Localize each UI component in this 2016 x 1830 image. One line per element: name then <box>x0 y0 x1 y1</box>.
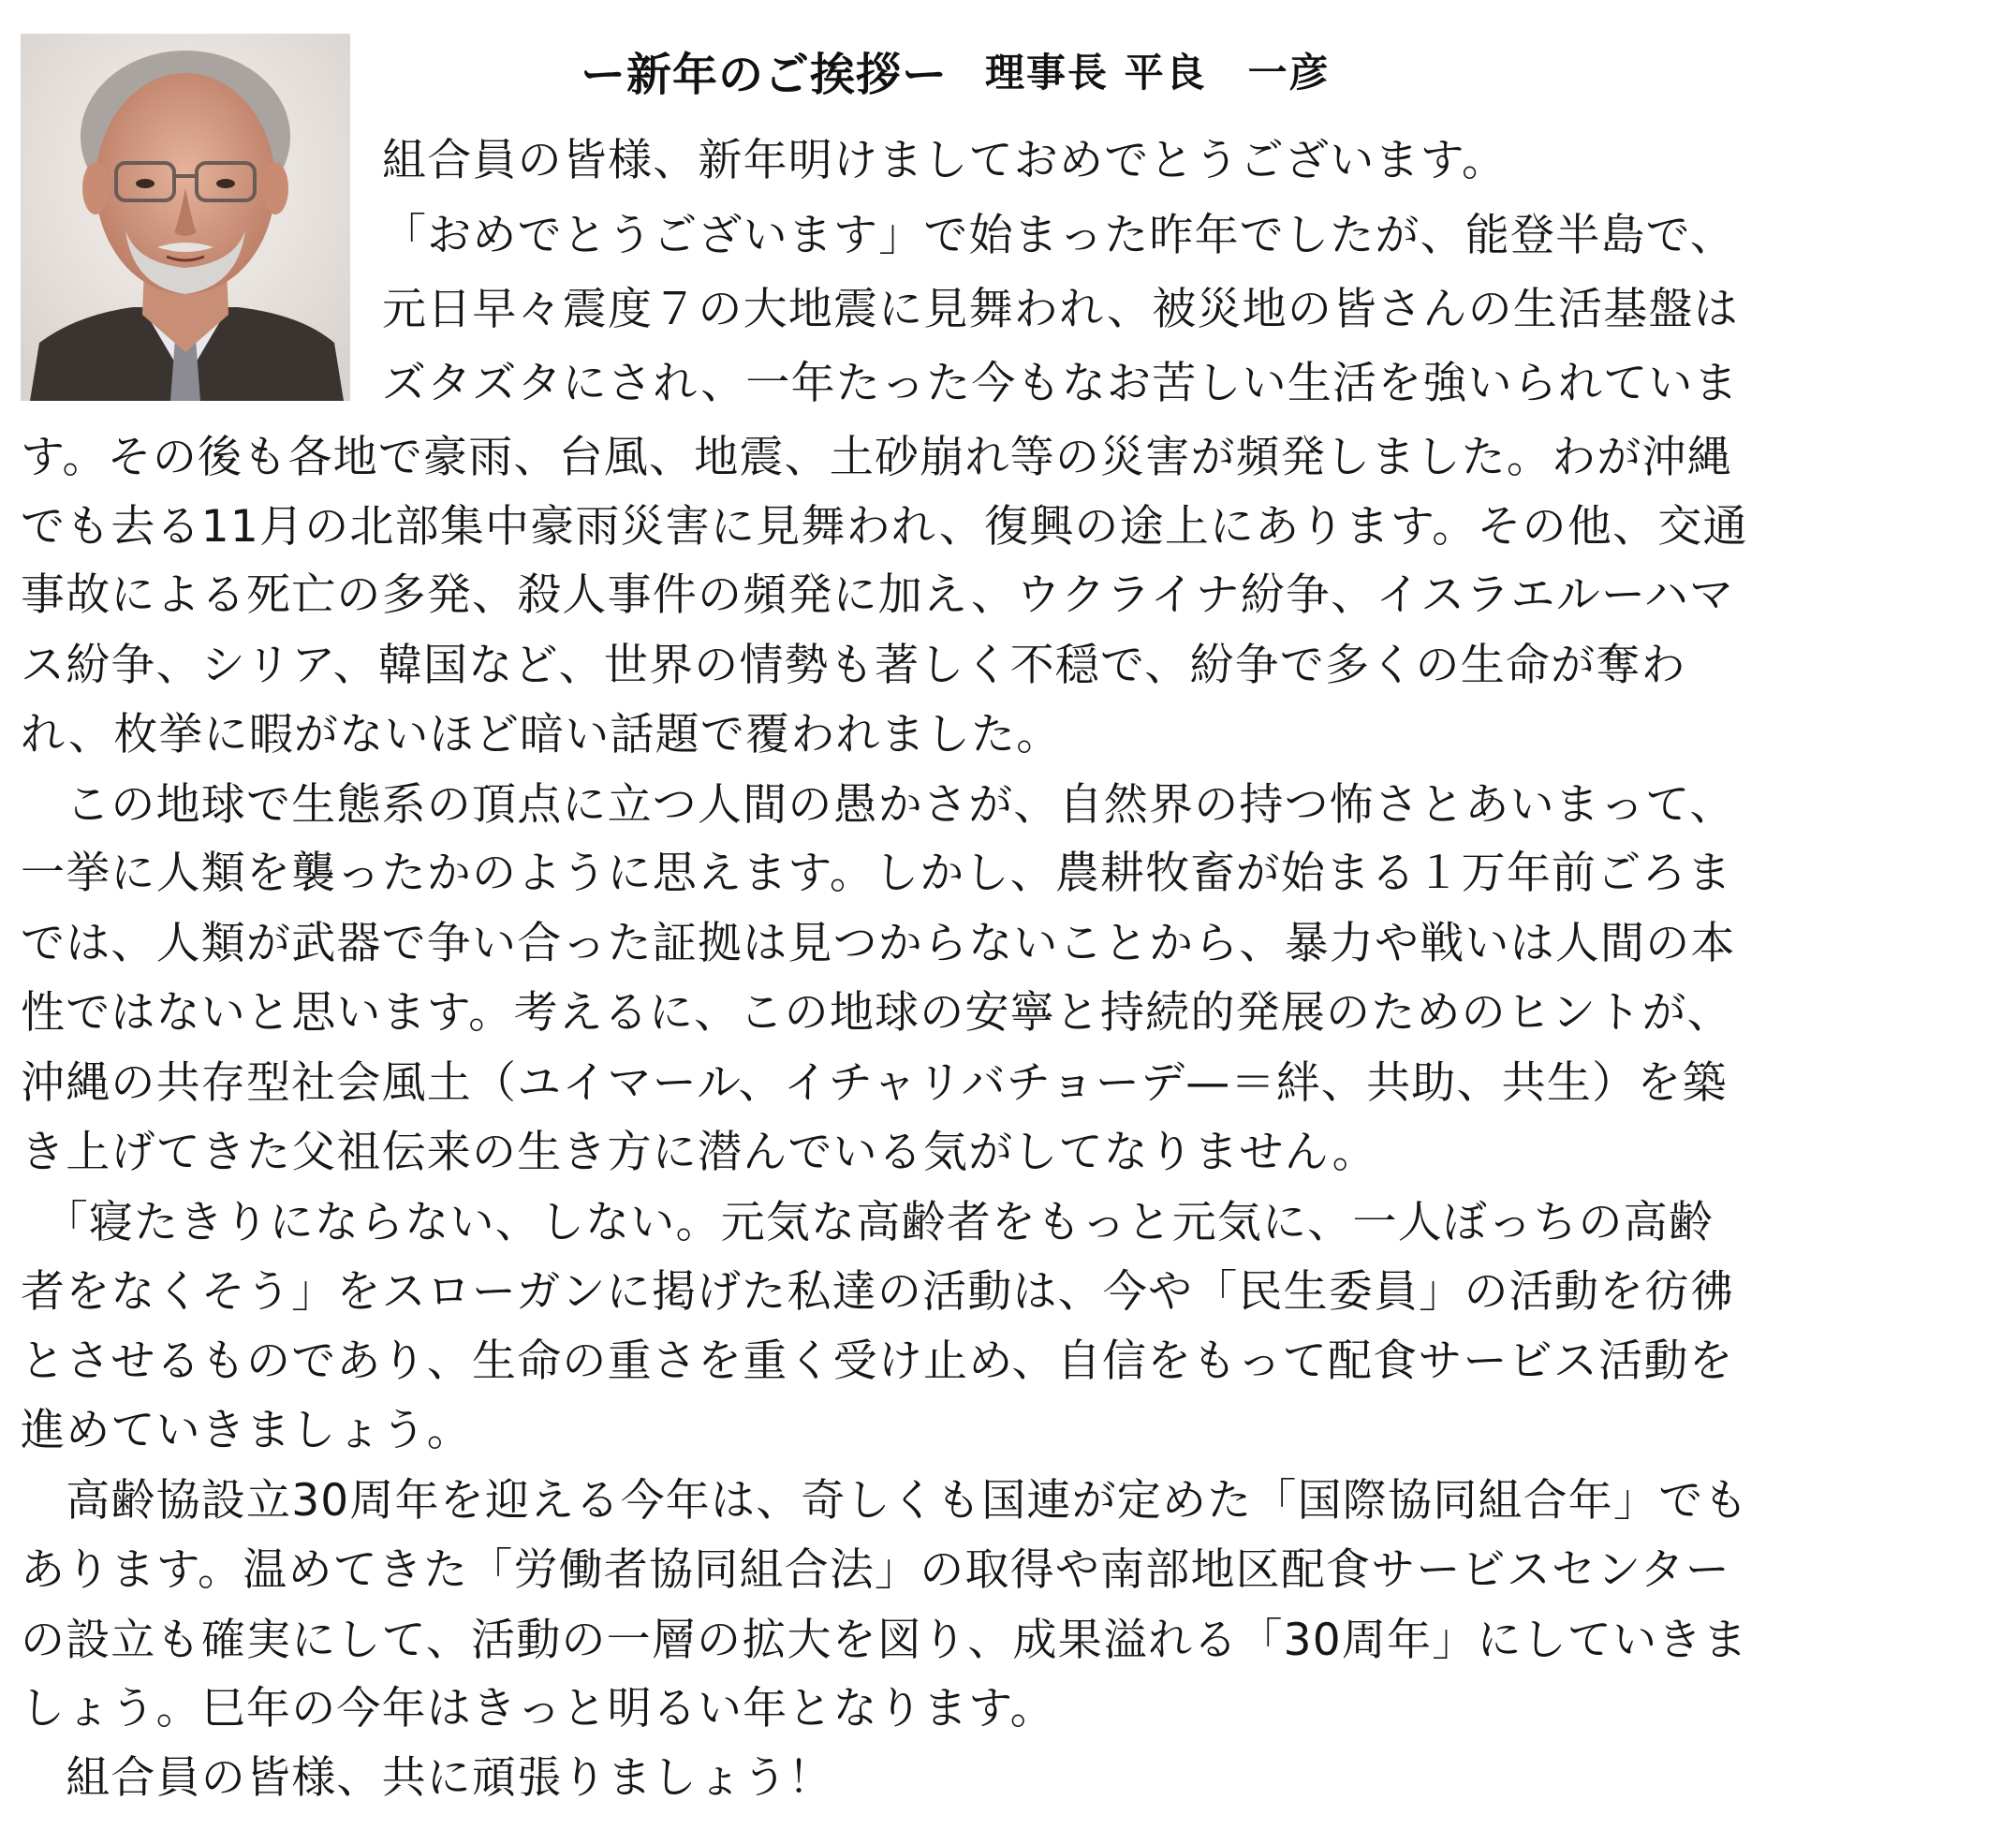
body-line: とさせるものであり、生命の重さを重く受け止め、自信をもって配食サービス活動を <box>21 1336 1734 1387</box>
body-line: 一挙に人類を襲ったかのように思えます。しかし、農耕牧畜が始まる１万年前ごろま <box>21 848 1732 899</box>
body-line: 者をなくそう」をスローガンに掲げた私達の活動は、今や「民生委員」の活動を彷彿 <box>21 1266 1735 1318</box>
body-line: 性ではないと思います。考えるに、この地球の安寧と持続的発展のためのヒントが、 <box>21 987 1732 1039</box>
body-line: の設立も確実にして、活動の一層の拡大を図り、成果溢れる「30周年」にしていきま <box>21 1615 1748 1666</box>
body-line: ズタズタにされ、一年たった今もなお苦しい生活を強いられていま <box>382 358 1739 409</box>
body-line: 元日早々震度７の大地震に見舞われ、被災地の皆さんの生活基盤は <box>382 284 1739 335</box>
body-line: 事故による死亡の多発、殺人事件の頻発に加え、ウクライナ紛争、イスラエルーハマ <box>21 569 1735 621</box>
heading <box>581 37 1331 103</box>
author-name: 理事長 平良 一彦 <box>985 50 1331 96</box>
body-line: す。その後も各地で豪雨、台風、地震、土砂崩れ等の災害が頻発しました。わが沖縄 <box>21 432 1732 483</box>
body-line: き上げてきた父祖伝来の生き方に潜んでいる気がしてなりません。 <box>21 1127 1377 1178</box>
body-line: 高齢協設立30周年を迎える今年は、奇しくも国連が定めた「国際協同組合年」でも <box>21 1475 1749 1527</box>
body-line: しょう。巳年の今年はきっと明るい年となります。 <box>21 1683 1055 1734</box>
body-line: でも去る11月の北部集中豪雨災害に見舞われ、復興の途上にあります。その他、交通 <box>21 501 1748 553</box>
article-title: ー新年のご挨拶ー <box>581 48 949 101</box>
body-line: ス紛争、シリア、韓国など、世界の情勢も著しく不穏で、紛争で多くの生命が奪わ <box>21 640 1686 691</box>
chairman-portrait-photo <box>21 34 350 401</box>
body-line: 「寝たきりにならない、しない。元気な高齢者をもっと元気に、一人ぼっちの高齢 <box>21 1197 1714 1248</box>
body-line: 組合員の皆様、共に頑張りましょう！ <box>21 1752 833 1804</box>
body-line: 「おめでとうございます」で始まった昨年でしたが、能登半島で、 <box>382 210 1736 261</box>
body-line: あります。温めてきた「労働者協同組合法」の取得や南部地区配食サービスセンター <box>21 1544 1730 1596</box>
body-line: 沖縄の共存型社会風土（ユイマール、イチャリバチョーデ—＝絆、共助、共生）を築 <box>21 1057 1728 1109</box>
body-line: 組合員の皆様、新年明けましておめでとうございます。 <box>382 135 1508 186</box>
body-line: 進めていきましょう。 <box>21 1405 472 1456</box>
body-line: この地球で生態系の頂点に立つ人間の愚かさが、自然界の持つ怖さとあいまって、 <box>21 779 1735 831</box>
body-line: では、人類が武器で争い合った証拠は見つからないことから、暴力や戦いは人間の本 <box>21 918 1736 969</box>
body-line: れ、枚挙に暇がないほど暗い話題で覆われました。 <box>21 709 1062 760</box>
